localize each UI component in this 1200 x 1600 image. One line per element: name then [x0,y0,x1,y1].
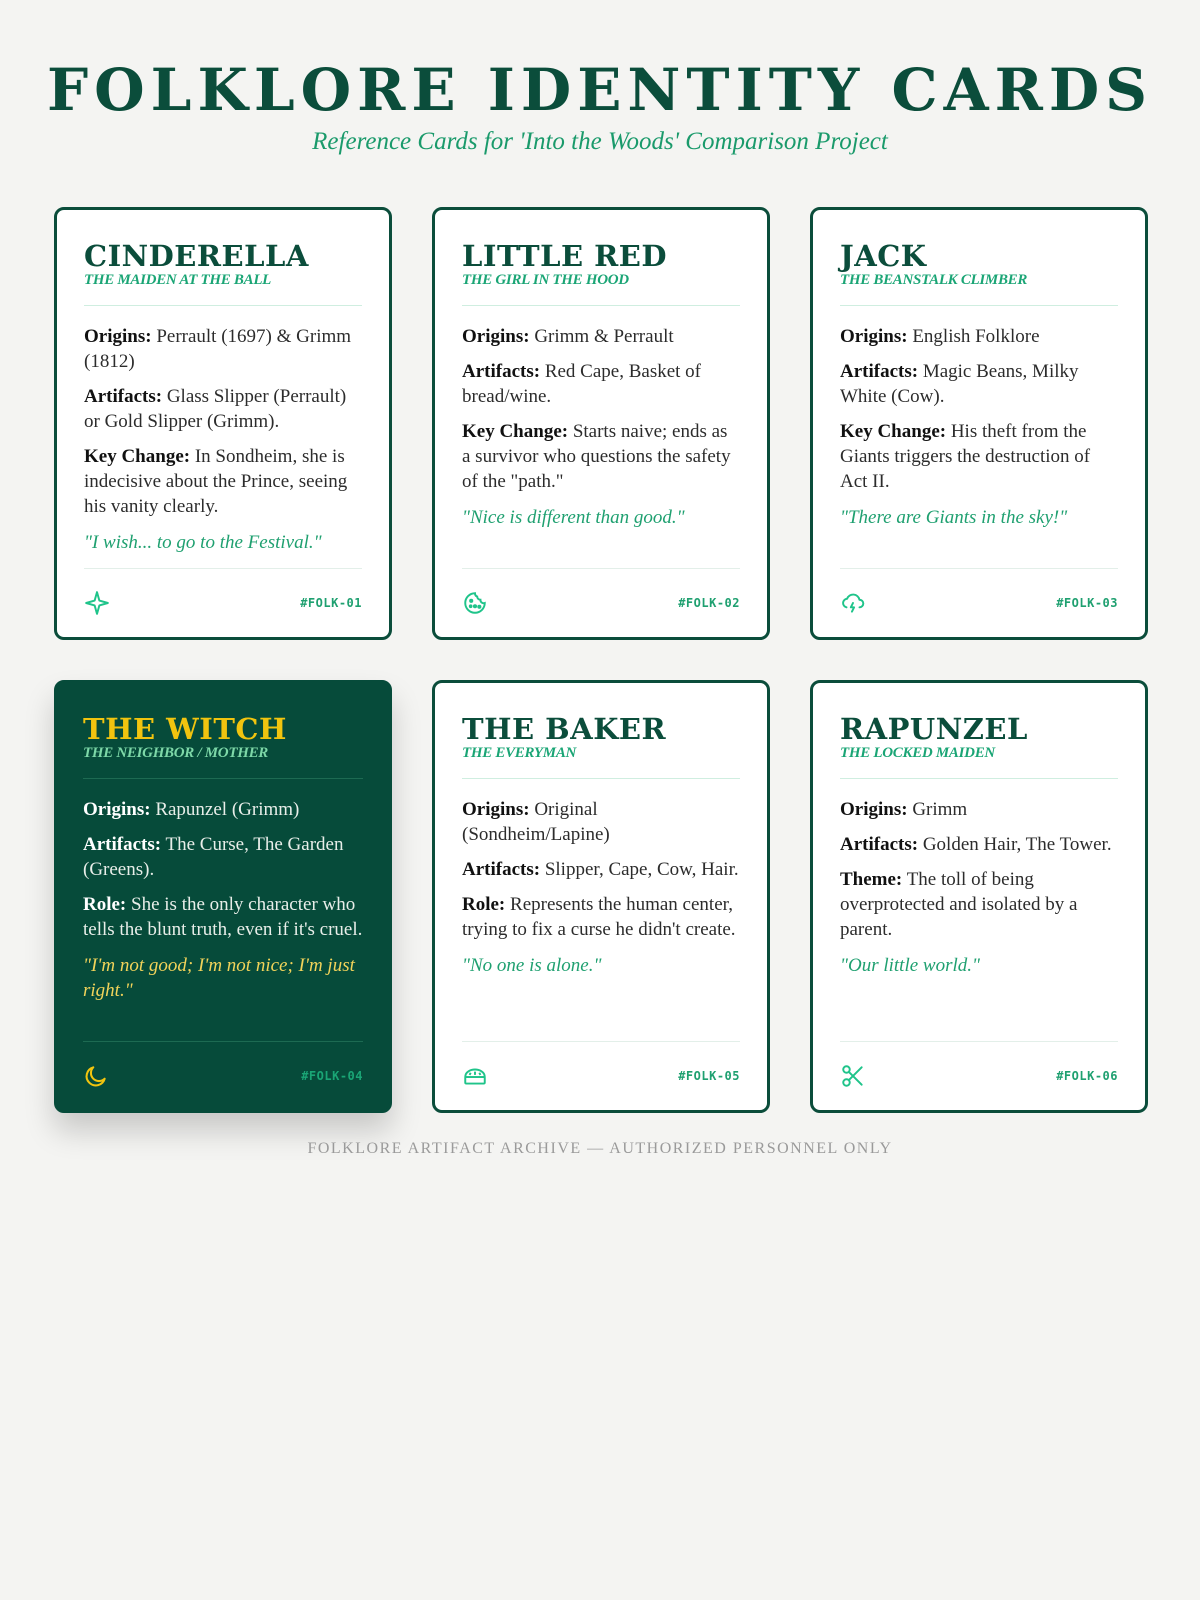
field-value: Magic Beans, Milky White (Cow). [840,361,1079,407]
moon-icon [83,1063,109,1089]
field-label: Origins: [462,326,530,347]
character-card-rapunzel[interactable] [810,680,1148,1113]
field-value: Perrault (1697) & Grimm (1812) [84,326,352,372]
sparkle-icon [84,590,110,616]
card-code: #FOLK-03 [1056,596,1118,610]
card-name: JACK [840,239,927,273]
card-field-role [83,892,363,942]
field-value: Slipper, Cape, Cow, Hair. [544,859,739,880]
card-quote: "There are Giants in the sky!" [840,507,1068,528]
character-card-the-witch[interactable] [54,680,392,1113]
field-label: Artifacts: [84,386,163,407]
card-field-artifacts [462,857,740,882]
card-name: RAPUNZEL [840,712,1028,746]
storm-cloud-icon [840,590,866,616]
field-label: Origins: [840,799,908,820]
card-grid [54,207,1148,1113]
card-quote: "I wish... to go to the Festival." [84,532,322,553]
card-field-artifacts [840,832,1118,857]
card-code: #FOLK-01 [300,596,362,610]
field-label: Origins: [84,326,152,347]
field-value: Golden Hair, The Tower. [922,834,1112,855]
field-value: She is the only character who tells the blunt truth, even if it's cruel. [83,894,363,940]
page-subtitle: Reference Cards for 'Into the Woods' Comparison Project [312,128,888,155]
card-quote: "I'm not good; I'm not nice; I'm just right." [83,955,355,1001]
field-value: Grimm & Perrault [534,326,674,347]
card-role: THE BEANSTALK CLIMBER [840,272,1118,306]
card-footer [840,568,1118,637]
card-code: #FOLK-06 [1056,1069,1118,1083]
field-value: Red Cape, Basket of bread/wine. [462,361,702,407]
page-title: FOLKLORE IDENTITY CARDS [46,56,1154,124]
card-code: #FOLK-05 [678,1069,740,1083]
field-label: Artifacts: [83,834,162,855]
card-role: THE MAIDEN AT THE BALL [84,272,362,306]
card-field-origins [462,324,740,349]
card-field-artifacts [83,832,363,882]
field-value: In Sondheim, she is indecisive about the Prince, seeing his vanity clearly. [84,446,348,517]
field-value: Original (Sondheim/Lapine) [462,799,610,845]
field-value: Grimm [912,799,968,820]
field-label: Role: [83,894,127,915]
character-card-the-baker[interactable] [432,680,770,1113]
card-field-theme [840,867,1118,942]
card-name: THE WITCH [83,712,287,746]
field-label: Role: [462,894,506,915]
field-label: Artifacts: [840,361,919,382]
card-footer [462,568,740,637]
field-value: Starts naive; ends as a survivor who questions the safety of the "path." [462,421,731,492]
field-value: His theft from the Giants triggers the destruction of Act II. [840,421,1091,492]
card-role: THE NEIGHBOR / MOTHER [83,745,363,779]
scissors-icon [840,1063,866,1089]
card-footer [83,1041,363,1110]
field-value: English Folklore [912,326,1040,347]
card-quote: "Our little world." [840,955,980,976]
card-footer [840,1041,1118,1110]
card-field-key-change [840,419,1118,494]
card-field-artifacts [84,384,362,434]
character-card-cinderella[interactable] [54,207,392,640]
field-label: Origins: [83,799,151,820]
field-label: Key Change: [84,446,191,467]
field-value: The Curse, The Garden (Greens). [83,834,344,880]
field-value: Rapunzel (Grimm) [155,799,300,820]
card-code: #FOLK-02 [678,596,740,610]
page-header [0,0,1200,156]
field-label: Artifacts: [840,834,919,855]
card-field-key-change [462,419,740,494]
footer-note: FOLKLORE ARTIFACT ARCHIVE — AUTHORIZED PERSONNEL ONLY [307,1140,893,1157]
field-value: Represents the human center, trying to fix a curse he didn't create. [462,894,736,940]
card-role: THE LOCKED MAIDEN [840,745,1118,779]
character-card-jack[interactable] [810,207,1148,640]
field-label: Artifacts: [462,859,541,880]
card-field-origins [83,797,363,822]
card-name: LITTLE RED [462,239,668,273]
field-label: Origins: [840,326,908,347]
field-label: Artifacts: [462,361,541,382]
card-field-artifacts [840,359,1118,409]
field-label: Origins: [462,799,530,820]
field-value: Glass Slipper (Perrault) or Gold Slipper (Grimm). [84,386,347,432]
card-name: CINDERELLA [84,239,309,273]
field-label: Key Change: [840,421,947,442]
card-field-origins [462,797,740,847]
card-footer [462,1041,740,1110]
card-field-key-change [84,444,362,519]
card-field-origins [840,797,1118,822]
card-code: #FOLK-04 [301,1069,363,1083]
card-field-role [462,892,740,942]
card-field-artifacts [462,359,740,409]
field-label: Theme: [840,869,903,890]
field-label: Key Change: [462,421,569,442]
bread-icon [462,1063,488,1089]
card-quote: "No one is alone." [462,955,602,976]
card-field-origins [84,324,362,374]
card-role: THE EVERYMAN [462,745,740,779]
field-value: The toll of being overprotected and isolated by a parent. [840,869,1078,940]
character-card-little-red[interactable] [432,207,770,640]
card-role: THE GIRL IN THE HOOD [462,272,740,306]
card-quote: "Nice is different than good." [462,507,685,528]
card-name: THE BAKER [462,712,667,746]
card-footer [84,568,362,637]
cookie-icon [462,590,488,616]
card-field-origins [840,324,1118,349]
